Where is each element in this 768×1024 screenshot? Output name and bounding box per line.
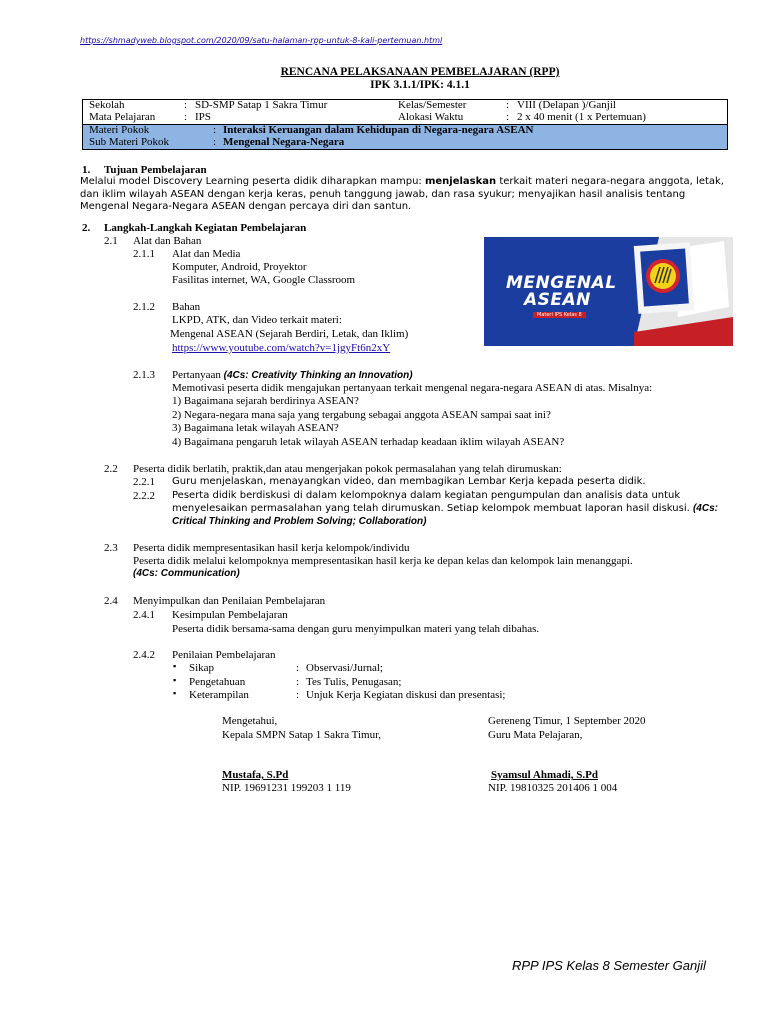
num-2-2-1: 2.2.1 bbox=[133, 476, 155, 488]
text-2-1-1-b: Fasilitas internet, WA, Google Classroom bbox=[172, 274, 356, 286]
text-2-1-2-a: LKPD, ATK, dan Video terkait materi: bbox=[172, 314, 342, 326]
text-2-1-3: Memotivasi peserta didik mengajukan pertanyaan terkait mengenal negara-negara ASEAN di atas. Misalnya: bbox=[172, 382, 653, 394]
submateri-value: Mengenal Negara-Negara bbox=[223, 136, 345, 148]
text-2-1-1-a: Komputer, Android, Proyektor bbox=[172, 261, 307, 273]
colon: : bbox=[184, 99, 188, 111]
banner-subtitle: Materi IPS Kelas 8 bbox=[533, 312, 586, 318]
sign-left-2: Kepala SMPN Satap 1 Sakra Timur, bbox=[222, 729, 382, 741]
colon: : bbox=[213, 124, 217, 136]
sign-right-1: Gereneng Timur, 1 September 2020 bbox=[488, 715, 646, 727]
sign-right-name: Syamsul Ahmadi, S.Pd bbox=[491, 769, 598, 781]
num-2-1-2: 2.1.2 bbox=[133, 301, 155, 313]
num-2-4-2: 2.4.2 bbox=[133, 649, 155, 661]
text-2-2-2-b: menyelesaikan permasalahan yang telah dirumuskan. Setiap kelompok membuat laporan hasil diskusi. (4Cs: bbox=[172, 503, 718, 514]
assess-value-1: Observasi/Jurnal; bbox=[306, 662, 383, 674]
alokasi-label: Alokasi Waktu bbox=[398, 111, 464, 123]
banner-title-2: ASEAN bbox=[524, 290, 591, 310]
colon: : bbox=[296, 662, 300, 674]
text-2-2-2-a: Peserta didik berdiskusi di dalam kelompoknya dalam kegiatan pengumpulan dan analisis data untuk bbox=[172, 490, 681, 501]
assess-label-1: Sikap bbox=[189, 662, 215, 674]
text-2-3-b: (4Cs: Communication) bbox=[133, 568, 240, 579]
submateri-label: Sub Materi Pokok bbox=[89, 136, 170, 148]
video-link[interactable]: https://www.youtube.com/watch?v=1jgyFt6n2xY bbox=[172, 342, 391, 354]
info-row-2 bbox=[83, 112, 727, 124]
sign-left-name: Mustafa, S.Pd bbox=[222, 769, 289, 781]
colon: : bbox=[296, 676, 300, 688]
question-3: 3) Bagaimana letak wilayah ASEAN? bbox=[172, 422, 339, 434]
page-footer: RPP IPS Kelas 8 Semester Ganjil bbox=[512, 958, 706, 973]
colon: : bbox=[296, 689, 300, 701]
kelas-value: VIII (Delapan )/Ganjil bbox=[517, 99, 616, 111]
num-2-2: 2.2 bbox=[104, 463, 118, 475]
section-1-para: Melalui model Discovery Learning peserta didik diharapkan mampu: menjelaskan terkait materi negara-negara anggota, letak, bbox=[80, 176, 724, 187]
num-2-1: 2.1 bbox=[104, 235, 118, 247]
info-row-submateri bbox=[83, 137, 727, 149]
question-1: 1) Bagaimana sejarah berdirinya ASEAN? bbox=[172, 395, 359, 407]
question-4: 4) Bagaimana pengaruh letak wilayah ASEAN terhadap keadaan iklim wilayah ASEAN? bbox=[172, 436, 565, 448]
info-row-materi bbox=[83, 124, 727, 137]
num-2-2-2: 2.2.2 bbox=[133, 490, 155, 502]
text-2-2-1: Guru menjelaskan, menayangkan video, dan membagikan Lembar Kerja kepada peserta didik. bbox=[172, 476, 646, 487]
sekolah-label: Sekolah bbox=[89, 99, 125, 111]
mapel-value: IPS bbox=[195, 111, 211, 123]
heading-2-4-1: Kesimpulan Pembelajaran bbox=[172, 609, 288, 621]
section-1-para-3: Mengenal Negara-Negara ASEAN dengan percaya diri dan santun. bbox=[80, 201, 412, 212]
assess-label-2: Pengetahuan bbox=[189, 676, 246, 688]
section-1-num: 1. bbox=[82, 164, 91, 176]
heading-2-1-3: Pertanyaan (4Cs: Creativity Thinking an Innovation) bbox=[172, 369, 413, 381]
heading-2-1: Alat dan Bahan bbox=[133, 235, 202, 247]
sign-left-1: Mengetahui, bbox=[222, 715, 278, 727]
heading-2-1-1: Alat dan Media bbox=[172, 248, 241, 260]
section-2-heading: Langkah-Langkah Kegiatan Pembelajaran bbox=[104, 222, 307, 234]
num-2-1-3: 2.1.3 bbox=[133, 369, 155, 381]
sign-left-nip: NIP. 19691231 199203 1 119 bbox=[222, 782, 351, 794]
info-table bbox=[82, 99, 728, 150]
page-subtitle: IPK 3.1.1/IPK: 4.1.1 bbox=[370, 79, 470, 91]
text-2-3-a: Peserta didik melalui kelompoknya mempresentasikan hasil kerja ke depan kelas dan kelompok lain menanggapi. bbox=[133, 555, 633, 567]
num-2-1-1: 2.1.1 bbox=[133, 248, 155, 260]
heading-2-4: Menyimpulkan dan Penilaian Pembelajaran bbox=[133, 595, 326, 607]
sign-right-nip: NIP. 19810325 201406 1 004 bbox=[488, 782, 618, 794]
heading-2-4-2: Penilaian Pembelajaran bbox=[172, 649, 276, 661]
page-title: RENCANA PELAKSANAAN PEMBELAJARAN (RPP) bbox=[280, 66, 560, 78]
text-2-1-2-b: Mengenal ASEAN (Sejarah Berdiri, Letak, dan Iklim) bbox=[170, 328, 409, 340]
bullet: ▪ bbox=[173, 675, 177, 685]
bullet: ▪ bbox=[173, 688, 177, 698]
colon: : bbox=[506, 99, 510, 111]
colon: : bbox=[184, 111, 188, 123]
source-url[interactable]: https://shmadyweb.blogspot.com/2020/09/satu-halaman-rpp-untuk-8-kali-pertemuan.html bbox=[80, 36, 443, 45]
alokasi-value: 2 x 40 menit (1 x Pertemuan) bbox=[517, 111, 646, 123]
section-2-num: 2. bbox=[82, 222, 91, 234]
heading-2-2: Peserta didik berlatih, praktik,dan atau mengerjakan pokok permasalahan yang telah dirumuskan: bbox=[133, 463, 562, 475]
banner-title-1: MENGENAL bbox=[506, 273, 617, 293]
heading-2-1-2: Bahan bbox=[172, 301, 201, 313]
assess-label-3: Keterampilan bbox=[189, 689, 249, 701]
colon: : bbox=[213, 136, 217, 148]
assess-value-3: Unjuk Kerja Kegiatan diskusi dan presentasi; bbox=[306, 689, 506, 701]
question-2: 2) Negara-negara mana saja yang tergabung sebagai anggota ASEAN sampai saat ini? bbox=[172, 409, 551, 421]
sign-right-2: Guru Mata Pelajaran, bbox=[488, 729, 583, 741]
num-2-3: 2.3 bbox=[104, 542, 118, 554]
heading-2-3: Peserta didik mempresentasikan hasil kerja kelompok/individu bbox=[133, 542, 410, 554]
text-2-4-1: Peserta didik bersama-sama dengan guru menyimpulkan materi yang telah dibahas. bbox=[172, 623, 540, 635]
num-2-4-1: 2.4.1 bbox=[133, 609, 155, 621]
mapel-label: Mata Pelajaran bbox=[89, 111, 156, 123]
materi-value: Interaksi Keruangan dalam Kehidupan di Negara-negara ASEAN bbox=[223, 124, 534, 136]
colon: : bbox=[506, 111, 510, 123]
assess-value-2: Tes Tulis, Penugasan; bbox=[306, 676, 402, 688]
sekolah-value: SD-SMP Satap 1 Sakra Timur bbox=[195, 99, 328, 111]
bullet: ▪ bbox=[173, 661, 177, 671]
num-2-4: 2.4 bbox=[104, 595, 118, 607]
materi-label: Materi Pokok bbox=[89, 124, 150, 136]
kelas-label: Kelas/Semester bbox=[398, 99, 467, 111]
section-1-heading: Tujuan Pembelajaran bbox=[104, 164, 207, 176]
mengenal-asean-banner bbox=[484, 237, 733, 346]
text-2-2-2-c: Critical Thinking and Problem Solving; Collaboration) bbox=[172, 516, 427, 527]
section-1-para-2: dan iklim wilayah ASEAN dengan kerja keras, penuh tanggung jawab, dan rasa syukur; menyajikan hasil analisis tentang bbox=[80, 189, 686, 200]
